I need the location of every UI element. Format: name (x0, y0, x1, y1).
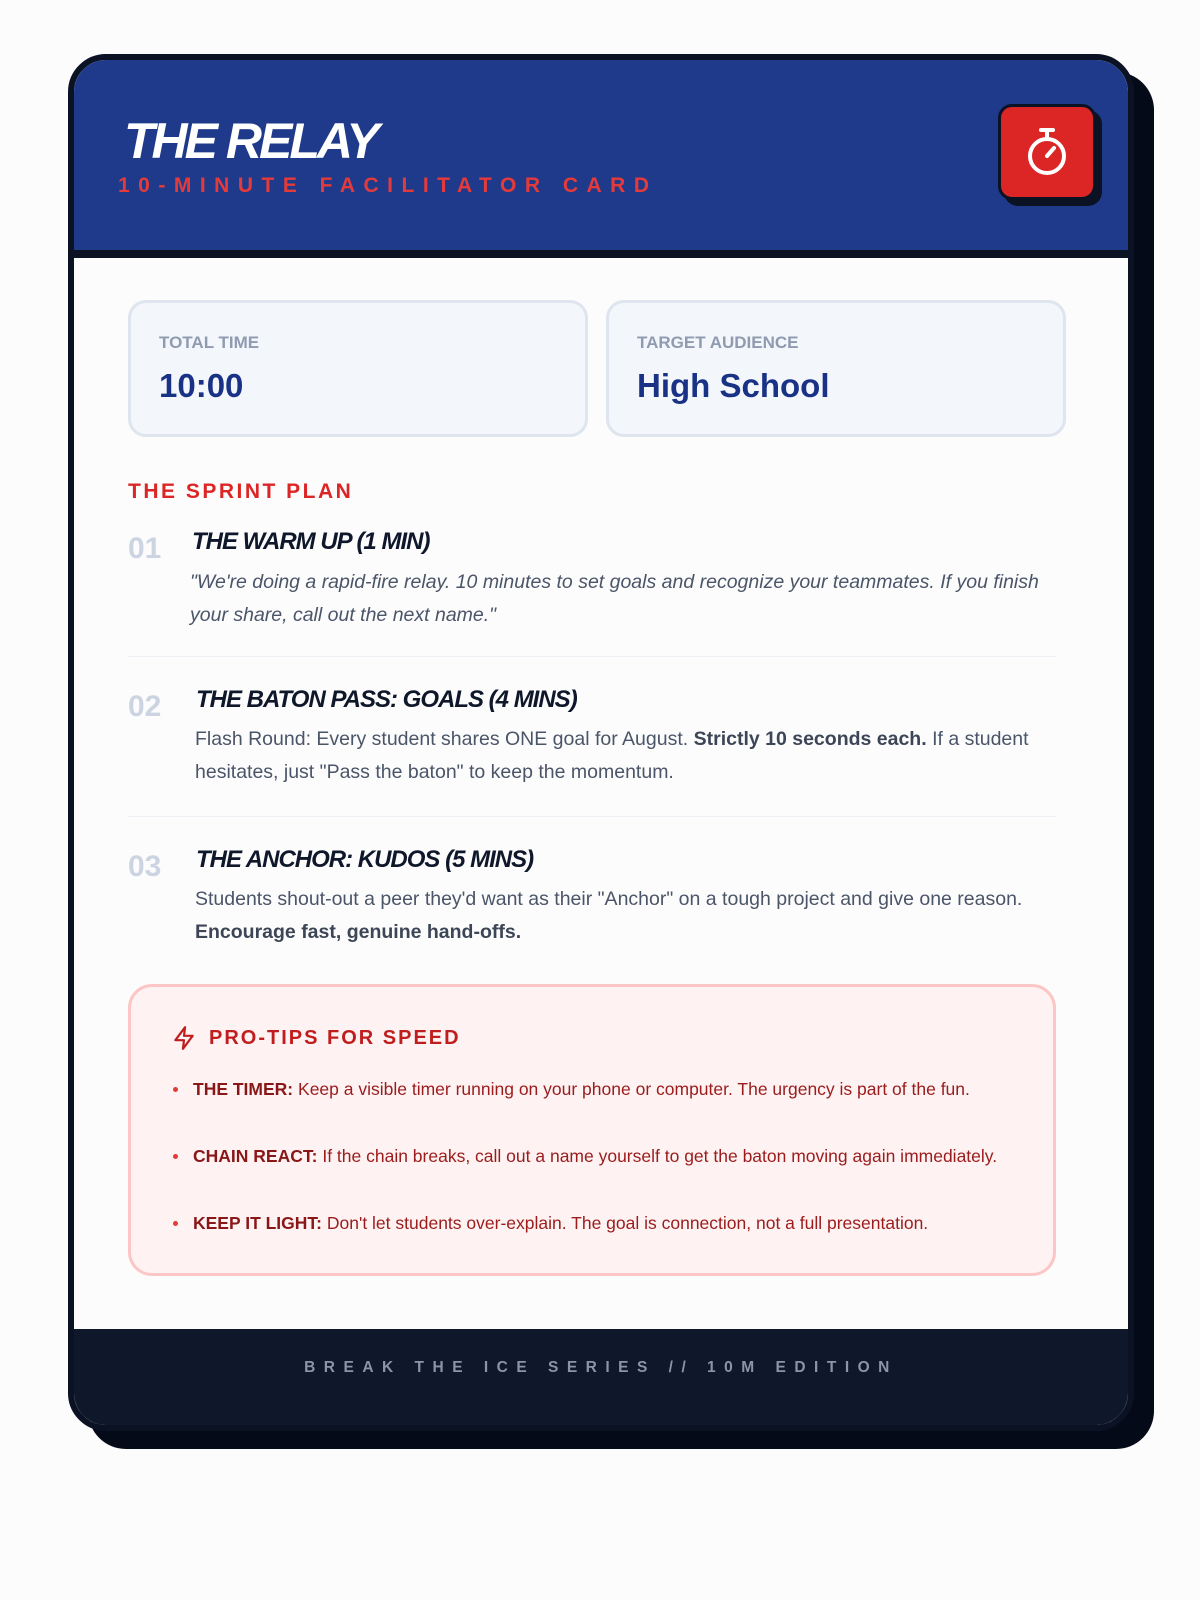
step-body-emphasis: Encourage fast, genuine hand-offs. (195, 921, 522, 943)
step-title: THE BATON PASS: GOALS (4 MINS) (196, 686, 577, 713)
plan-step (128, 846, 1056, 966)
total-time-stat (128, 300, 588, 437)
tip-text: Don't let students over-explain. The goal is connection, not a full presentation. (326, 1213, 929, 1233)
tip-item (193, 1209, 1033, 1237)
card-header (74, 60, 1128, 258)
tip-text: If the chain breaks, call out a name yourself to get the baton moving again immediately. (322, 1146, 998, 1166)
step-body-text: Flash Round: Every student shares ONE goal for August. (195, 728, 689, 750)
total-time-label: TOTAL TIME (159, 333, 260, 352)
tip-label: KEEP IT LIGHT: (193, 1213, 322, 1233)
step-body-text: If a student hesitates, just "Pass the baton" to keep the momentum. (195, 728, 1029, 783)
step-divider (128, 816, 1056, 817)
step-number: 01 (128, 532, 162, 565)
facilitator-card (68, 54, 1134, 1431)
step-body: "We're doing a rapid-fire relay. 10 minutes to set goals and recognize your teammates. If you finish your share, call out the next name." (190, 571, 1039, 626)
pro-tips-header (171, 1025, 461, 1051)
tip-item (193, 1142, 1033, 1170)
tip-item (193, 1075, 1033, 1103)
step-number: 03 (128, 850, 162, 883)
step-body (195, 723, 1075, 789)
step-title: THE WARM UP (1 MIN) (192, 528, 430, 555)
target-audience-label: TARGET AUDIENCE (637, 333, 799, 352)
plan-step (128, 686, 1056, 806)
plan-step (128, 526, 1056, 646)
stopwatch-icon (1024, 126, 1070, 178)
step-body-text: Students shout-out a peer they'd want as their "Anchor" on a tough project and give one reason. (195, 888, 1023, 910)
sprint-plan-heading: THE SPRINT PLAN (128, 480, 354, 503)
tip-label: THE TIMER: (193, 1079, 294, 1099)
lightning-icon (171, 1025, 197, 1051)
pro-tips-box (128, 984, 1056, 1276)
target-audience-value: High School (637, 367, 830, 404)
tip-label: CHAIN REACT: (193, 1146, 318, 1166)
step-number: 02 (128, 690, 162, 723)
target-audience-stat (606, 300, 1066, 437)
pro-tips-title: PRO-TIPS FOR SPEED (209, 1026, 461, 1049)
tip-text: Keep a visible timer running on your phone or computer. The urgency is part of the fun. (298, 1079, 970, 1099)
footer-text: BREAK THE ICE SERIES // 10M EDITION (304, 1359, 898, 1376)
card-title: THE RELAY (124, 113, 377, 169)
step-divider (128, 656, 1056, 657)
step-body (195, 883, 1075, 949)
step-body-emphasis: Strictly 10 seconds each. (693, 728, 927, 750)
total-time-value: 10:00 (159, 367, 244, 404)
step-title: THE ANCHOR: KUDOS (5 MINS) (196, 846, 534, 873)
card-footer (74, 1329, 1128, 1431)
card-subtitle: 10-MINUTE FACILITATOR CARD (118, 174, 658, 197)
timer-button[interactable] (998, 104, 1096, 200)
